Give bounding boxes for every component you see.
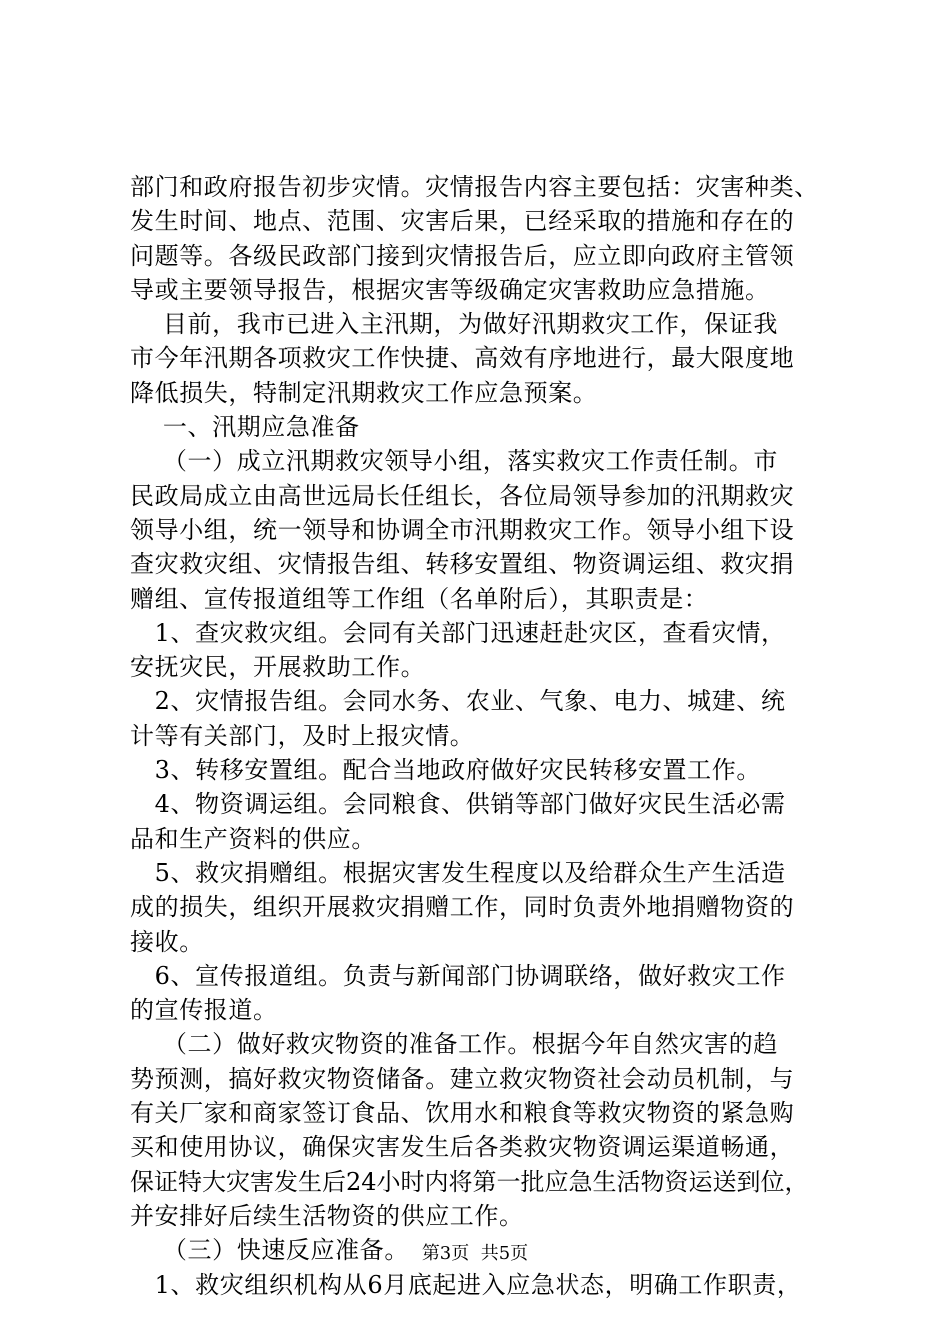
- section-heading: 一、汛期应急准备: [130, 413, 360, 442]
- text-line: 1、查灾救灾组。会同有关部门迅速赶赴灾区，查看灾情，: [130, 618, 786, 647]
- text-line: （二）做好救灾物资的准备工作。根据今年自然灾害的趋: [130, 1030, 778, 1059]
- text-line: 成的损失，组织开展救灾捐赠工作，同时负责外地捐赠物资的: [130, 893, 795, 922]
- page-number: 第3页 共5页: [421, 1243, 529, 1264]
- text-line: 4、物资调运组。会同粮食、供销等部门做好灾民生活必需: [130, 790, 786, 819]
- text-line: 有关厂家和商家签订食品、饮用水和粮食等救灾物资的紧急购: [130, 1099, 795, 1128]
- text-line: 民政局成立由高世远局长任组长，各位局领导参加的汛期救灾: [130, 481, 795, 510]
- text-line: 6、宣传报道组。负责与新闻部门协调联络，做好救灾工作: [130, 961, 786, 990]
- text-line: 计等有关部门，及时上报灾情。: [130, 721, 475, 750]
- text-line: 问题等。各级民政部门接到灾情报告后，应立即向政府主管领: [130, 241, 795, 270]
- text-line: （一）成立汛期救灾领导小组，落实救灾工作责任制。市: [130, 447, 778, 476]
- text-line: 查灾救灾组、灾情报告组、转移安置组、物资调运组、救灾捐: [130, 550, 795, 579]
- text-line: 的宣传报道。: [130, 996, 278, 1025]
- document-body: [130, 170, 830, 1302]
- text-line: 3、转移安置组。配合当地政府做好灾民转移安置工作。: [130, 756, 761, 785]
- text-line: 2、灾情报告组。会同水务、农业、气象、电力、城建、统: [130, 687, 786, 716]
- text-line: 买和使用协议，确保灾害发生后各类救灾物资调运渠道畅通，: [130, 1133, 795, 1162]
- text-line: 1、救灾组织机构从6月底起进入应急状态，明确工作职责，: [130, 1270, 802, 1299]
- text-line: 并安排好后续生活物资的供应工作。: [130, 1201, 524, 1230]
- text-line: 领导小组，统一领导和协调全市汛期救灾工作。领导小组下设: [130, 515, 795, 544]
- text-line: 降低损失，特制定汛期救灾工作应急预案。: [130, 378, 598, 407]
- text-line: 接收。: [130, 927, 204, 956]
- text-line: 赠组、宣传报道组等工作组（名单附后），其职责是：: [130, 584, 709, 613]
- text-line: 势预测，搞好救灾物资储备。建立救灾物资社会动员机制，与: [130, 1064, 795, 1093]
- text-line: 发生时间、地点、范围、灾害后果，已经采取的措施和存在的: [130, 207, 795, 236]
- text-line: 保证特大灾害发生后24小时内将第一批应急生活物资运送到位，: [130, 1167, 809, 1196]
- text-line: （三）快速反应准备。: [130, 1236, 409, 1265]
- text-line: 安抚灾民，开展救助工作。: [130, 653, 426, 682]
- text-line: 部门和政府报告初步灾情。灾情报告内容主要包括：灾害种类、: [130, 173, 819, 201]
- text-line: 品和生产资料的供应。: [130, 824, 376, 853]
- text-line: 目前，我市已进入主汛期，为做好汛期救灾工作，保证我: [130, 310, 778, 339]
- text-line: 5、救灾捐赠组。根据灾害发生程度以及给群众生产生活造: [130, 858, 786, 887]
- text-line: 导或主要领导报告，根据灾害等级确定灾害救助应急措施。: [130, 275, 770, 304]
- text-line: 市今年汛期各项救灾工作快捷、高效有序地进行，最大限度地: [130, 344, 795, 373]
